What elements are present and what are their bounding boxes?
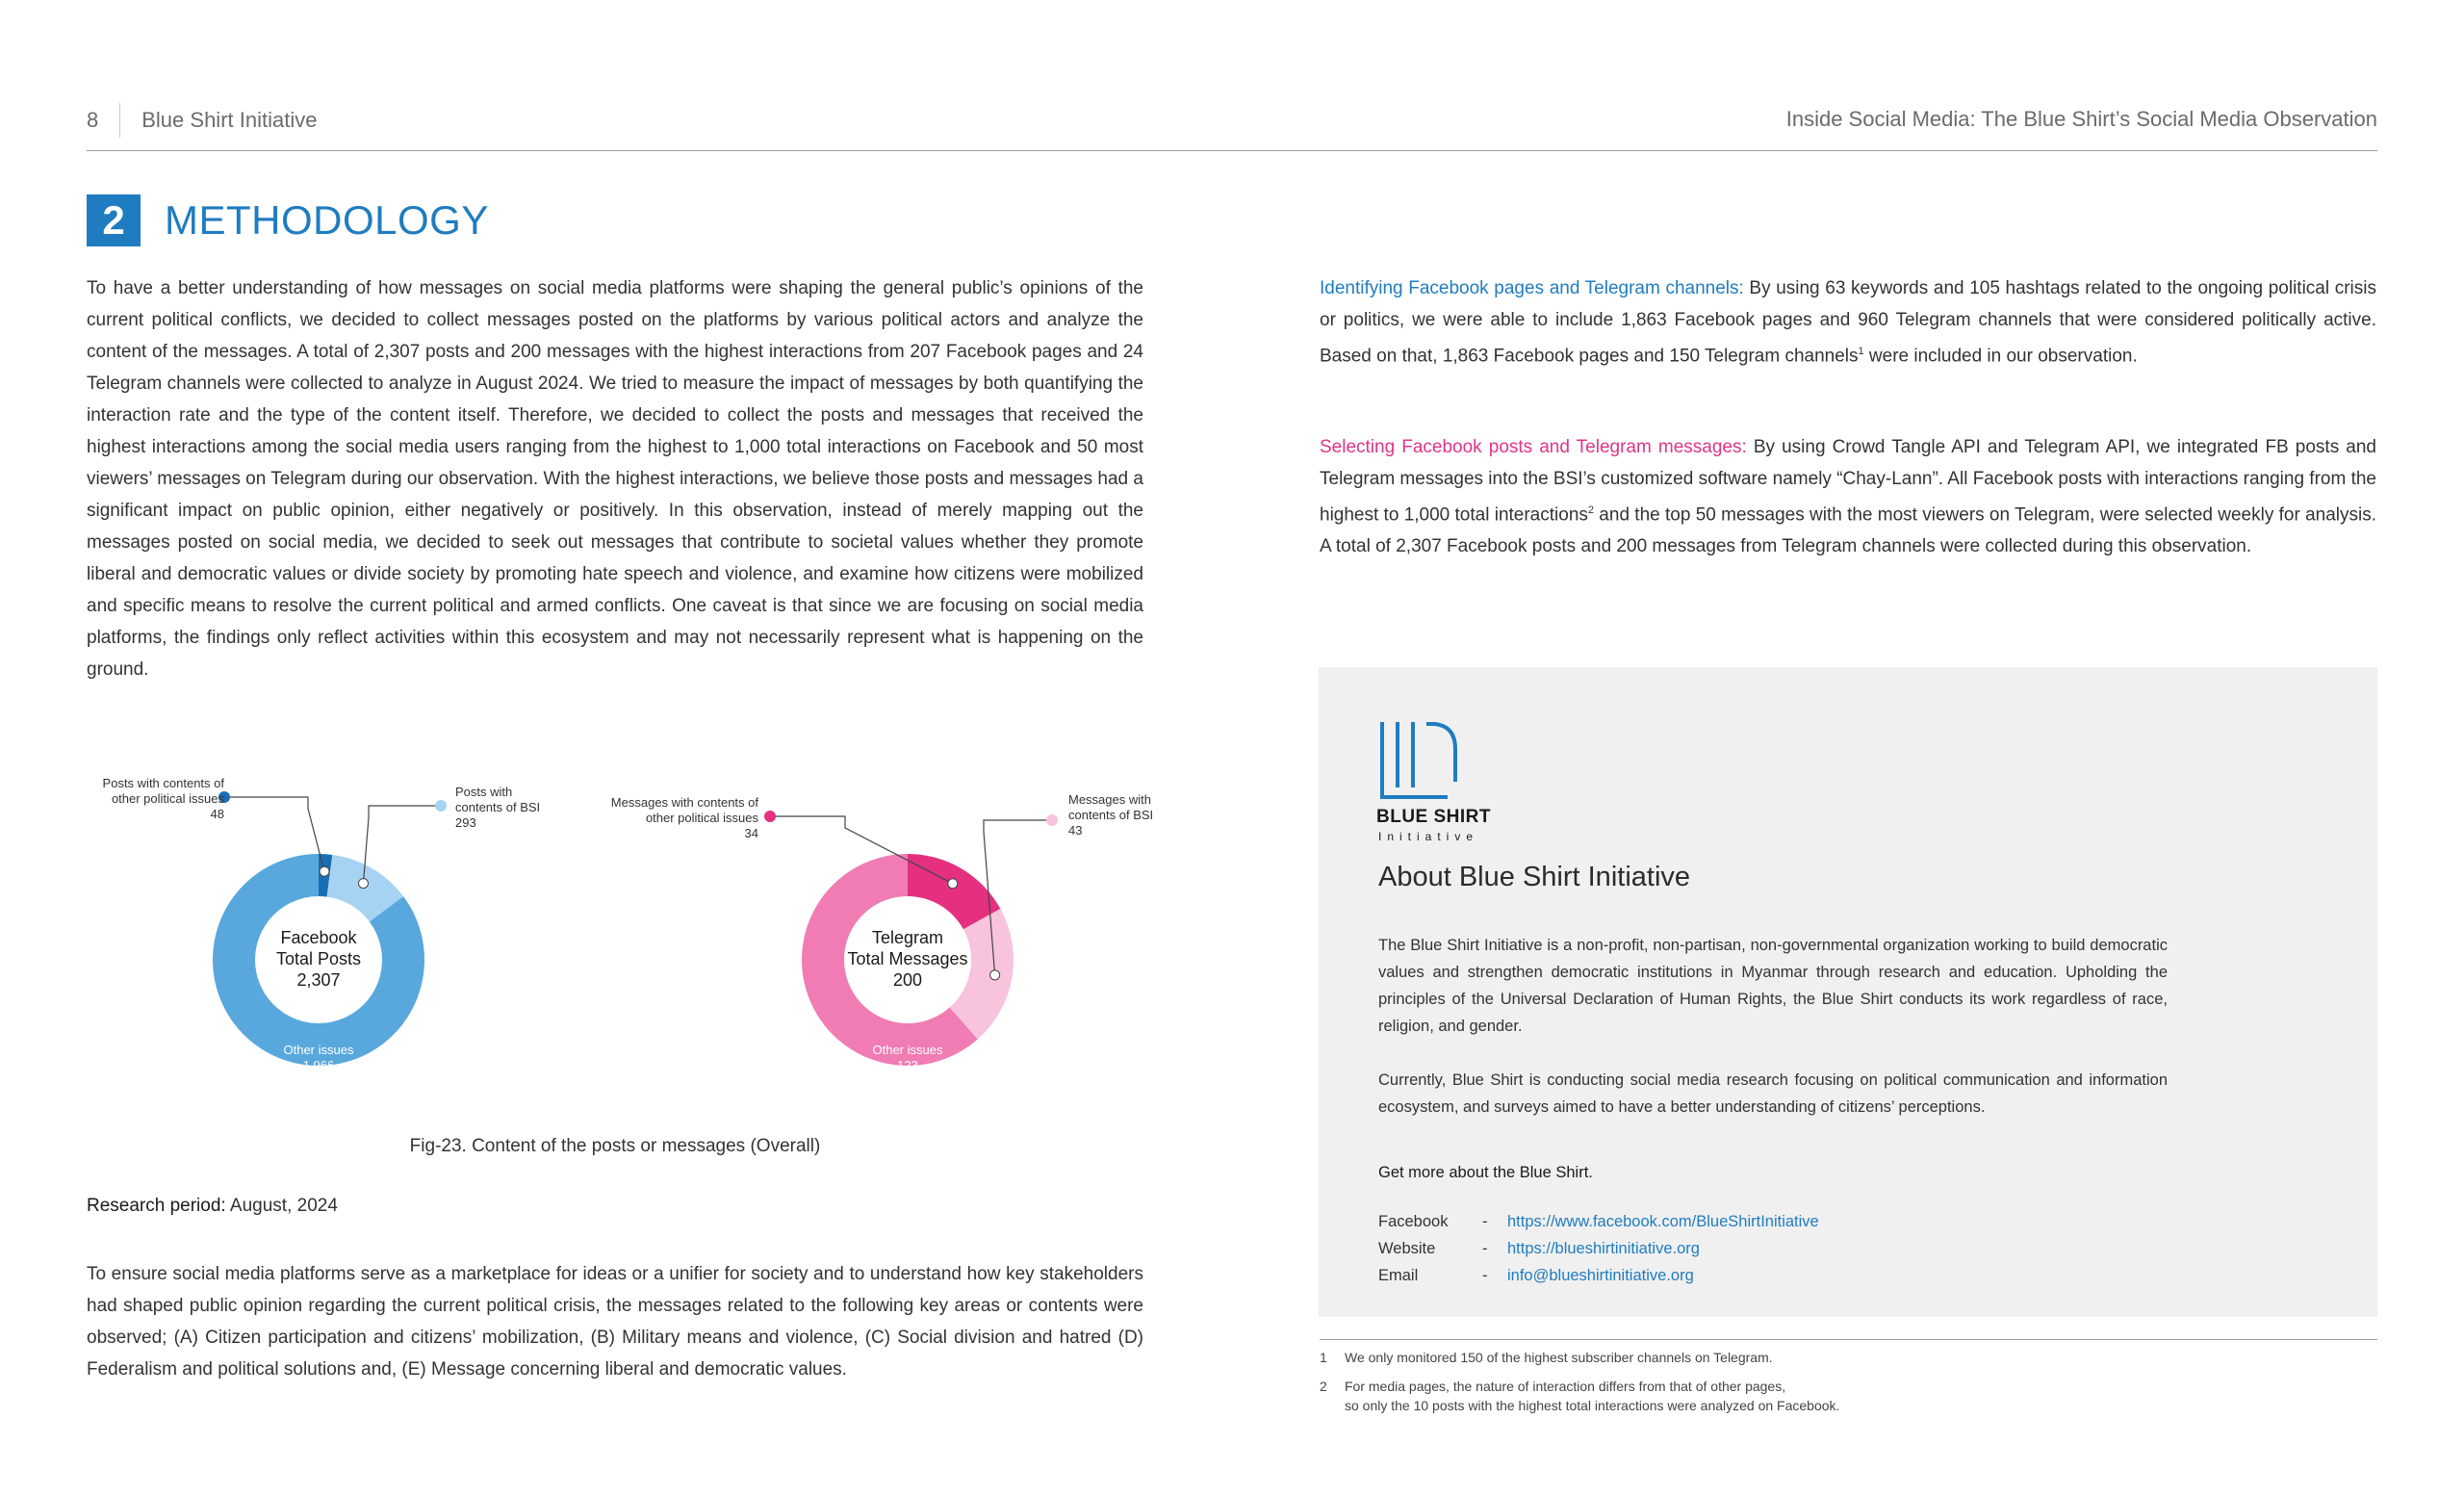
link-separator: - bbox=[1482, 1240, 1488, 1257]
tg-bsi-label-line1: Messages with bbox=[1068, 792, 1151, 807]
section-title: METHODOLOGY bbox=[165, 197, 489, 243]
email-link-row bbox=[1378, 1262, 1819, 1289]
tg-bsi-label-line2: contents of BSI bbox=[1068, 808, 1154, 822]
fb-other-political-value: 48 bbox=[210, 807, 224, 821]
tg-center-line2: Total Messages bbox=[847, 949, 968, 968]
footnote-1 bbox=[1320, 1348, 1773, 1367]
document-name: Blue Shirt Initiative bbox=[141, 108, 318, 132]
page-header-left bbox=[87, 106, 317, 135]
fb-center-line3: 2,307 bbox=[296, 970, 341, 990]
fb-other-issues-label: Other issues bbox=[283, 1043, 354, 1057]
fb-bsi-label-line2: contents of BSI bbox=[455, 800, 541, 814]
facebook-center-label bbox=[276, 928, 361, 990]
donut-charts-svg bbox=[58, 761, 1194, 1126]
tg-other-political-label-line1: Messages with contents of bbox=[610, 795, 758, 810]
tg-other-political-value: 34 bbox=[744, 826, 758, 840]
footnote-ref-2[interactable]: 2 bbox=[1587, 504, 1595, 516]
footnote-2-text-cont: so only the 10 posts with the highest total interactions were analyzed on Facebook. bbox=[1345, 1398, 1840, 1413]
select-posts-paragraph bbox=[1320, 431, 2376, 562]
footnote-2-number: 2 bbox=[1320, 1379, 1327, 1394]
header-divider bbox=[87, 150, 2377, 151]
fb-center-line1: Facebook bbox=[280, 928, 357, 947]
identify-text: By using 63 keywords and 105 hashtags related to the ongoing political crisis or politics, we were able to include 1,863 Facebook pages and 960 Telegram channels that were considered politically active. Based on that, 1,863 Facebook pages and 150 Telegram channels bbox=[1320, 278, 2376, 367]
tg-center-line3: 200 bbox=[892, 970, 923, 990]
about-links bbox=[1378, 1208, 1819, 1289]
email-link-label: Email bbox=[1378, 1267, 1419, 1284]
fb-leader-end-0 bbox=[320, 866, 329, 876]
fb-other-political-label-line1: Posts with contents of bbox=[102, 776, 224, 790]
identify-channels-paragraph bbox=[1320, 272, 2376, 372]
identify-lead: Identifying Facebook pages and Telegram channels: bbox=[1320, 278, 1744, 298]
document-title: Inside Social Media: The Blue Shirt’s Social Media Observation bbox=[1785, 107, 2377, 131]
link-separator: - bbox=[1482, 1213, 1488, 1230]
tg-other-issues-value: 123 bbox=[897, 1058, 918, 1072]
footnote-ref-1[interactable]: 1 bbox=[1858, 346, 1864, 357]
facebook-link-row bbox=[1378, 1208, 1819, 1235]
facebook-link[interactable]: https://www.facebook.com/BlueShirtInitiative bbox=[1507, 1213, 1819, 1230]
observation-areas-paragraph: To ensure social media platforms serve as a marketplace for ideas or a unifier for society and to understand how key stakeholders had shaped public opinion regarding the current political crisis, the messages related to the following key areas or contents were observed; (A) Citizen participation and citizens’ mobilization, (B) Military means and violence, (C) Social division and hatred (D) Federalism and political solutions and, (E) Message concerning liberal and democratic values. bbox=[87, 1264, 1143, 1380]
tg-legend-dot-0 bbox=[764, 811, 776, 822]
logo-subtitle: Initiative bbox=[1378, 830, 1479, 843]
telegram-center-label bbox=[847, 928, 967, 990]
tg-center-line1: Telegram bbox=[871, 928, 944, 947]
figure-caption: Fig-23. Content of the posts or messages (Overall) bbox=[409, 1136, 821, 1156]
figure-donut-charts bbox=[58, 761, 1194, 1126]
page-number: 8 bbox=[87, 103, 120, 138]
tg-leader-end-0 bbox=[948, 879, 958, 889]
identify-text-end: were included in our observation. bbox=[1863, 346, 2138, 367]
website-link-label: Website bbox=[1378, 1240, 1436, 1257]
fb-leader-end-1 bbox=[358, 879, 368, 889]
fb-legend-dot-1 bbox=[435, 800, 447, 812]
facebook-link-label: Facebook bbox=[1378, 1213, 1449, 1230]
research-period-value: August, 2024 bbox=[225, 1196, 338, 1216]
research-period-label: Research period: bbox=[87, 1196, 226, 1216]
tg-other-political-label-line2: other political issues bbox=[645, 811, 758, 825]
select-lead: Selecting Facebook posts and Telegram messages: bbox=[1320, 437, 1747, 457]
fb-center-line2: Total Posts bbox=[275, 949, 362, 968]
section-number-badge: 2 bbox=[87, 194, 141, 246]
tg-bsi-value: 43 bbox=[1068, 823, 1083, 838]
tg-other-issues-label: Other issues bbox=[872, 1043, 943, 1057]
footnote-1-number: 1 bbox=[1320, 1350, 1327, 1365]
footnote-1-text: We only monitored 150 of the highest subscriber channels on Telegram. bbox=[1345, 1350, 1773, 1365]
footnote-2-text: For media pages, the nature of interaction differs from that of other pages, bbox=[1345, 1379, 1786, 1394]
about-paragraph-1: The Blue Shirt Initiative is a non-profit, non-partisan, non-governmental organization working to build democratic values and strengthen democratic institutions in Myanmar through research and education. Upholding the principles of the Universal Declaration of Human Rights, the Blue Shirt conducts its work regardless of race, religion, and gender. bbox=[1378, 937, 2168, 1035]
fb-bsi-value: 293 bbox=[455, 815, 476, 830]
link-separator: - bbox=[1482, 1267, 1488, 1284]
about-cta: Get more about the Blue Shirt. bbox=[1378, 1164, 1593, 1181]
intro-paragraph: To have a better understanding of how messages on social media platforms were shaping the general public’s opinions of the current political conflicts, we decided to collect messages posted on the platforms by various political actors and analyze the content of the messages. A total of 2,307 posts and 200 messages with the highest interactions from 207 Facebook pages and 24 Telegram channels were collected to analyze in August 2024. We tried to measure the impact of messages by both quantifying the interaction rate and the type of the content itself. Therefore, we decided to collect the posts and messages that received the highest interactions among the social media users ranging from the highest to 1,000 total interactions on Facebook and 50 most viewers’ messages on Telegram during our observation. With the highest interactions, we believe those posts and messages had a significant impact on public opinion, either negatively or positively. In this observation, instead of merely mapping out the messages posted on social media, we decided to seek out messages that contribute to societal values whether they promote liberal and democratic values or divide society by promoting hate speech and violence, and examine how citizens were mobilized and specific means to resolve the current political and armed conflicts. One caveat is that since we are focusing on social media platforms, the findings only reflect activities within this ecosystem and may not necessarily represent what is happening on the ground. bbox=[87, 278, 1143, 680]
website-link-row bbox=[1378, 1235, 1819, 1262]
about-heading: About Blue Shirt Initiative bbox=[1378, 862, 1691, 892]
footnote-divider bbox=[1320, 1339, 2377, 1340]
tg-legend-dot-1 bbox=[1046, 814, 1058, 826]
fb-other-issues-value: 1,966 bbox=[302, 1058, 335, 1072]
select-text-end: and the top 50 messages with the most viewers on Telegram, were selected weekly for analysis. A total of 2,307 Facebook posts and 200 messages from Telegram channels were collected during this observation. bbox=[1320, 504, 2376, 557]
select-text: By using Crowd Tangle API and Telegram API, we integrated FB posts and Telegram messages into the BSI’s customized software namely “Chay-Lann”. All Facebook posts with interactions ranging from the highest to 1,000 total interactions bbox=[1320, 437, 2376, 526]
fb-bsi-label-line1: Posts with bbox=[455, 785, 513, 799]
about-paragraph-2: Currently, Blue Shirt is conducting social media research focusing on political communication and information ecosystem, and surveys aimed to have a better understanding of citizens’ perceptions. bbox=[1378, 1071, 2168, 1116]
logo-wordmark: BLUE SHIRT bbox=[1376, 807, 1491, 827]
website-link[interactable]: https://blueshirtinitiative.org bbox=[1507, 1240, 1700, 1257]
email-link[interactable]: info@blueshirtinitiative.org bbox=[1507, 1267, 1694, 1284]
footnote-2 bbox=[1320, 1377, 1839, 1415]
tg-leader-end-1 bbox=[990, 970, 1000, 980]
research-period bbox=[87, 1196, 338, 1217]
fb-other-political-label-line2: other political issues bbox=[111, 791, 224, 806]
